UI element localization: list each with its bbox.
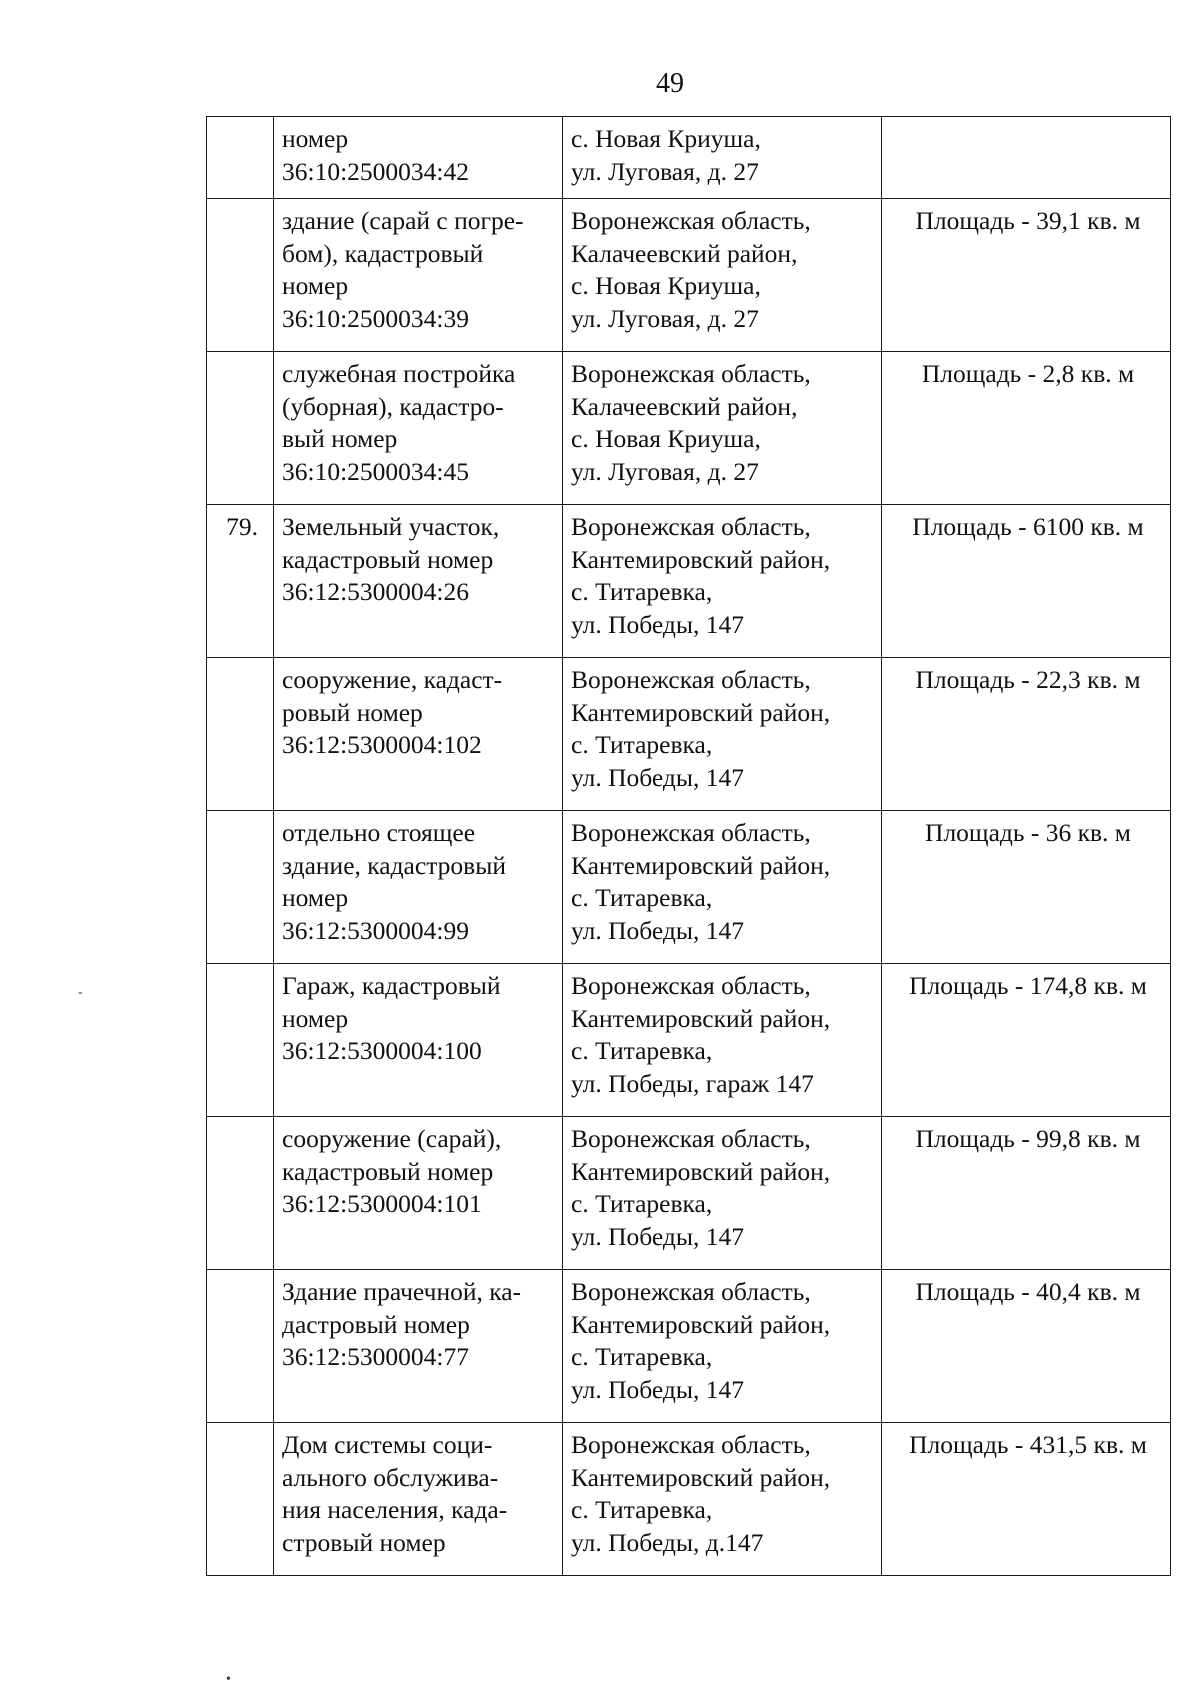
object-name-line: вый номер [282,424,398,453]
address-line: ул. Луговая, д. 27 [571,303,759,333]
table-row [207,1270,1171,1423]
page-number: 49 [656,68,684,99]
address-line: ул. Луговая, д. 27 [571,456,759,486]
object-name-line: 36:12:5300004:101 [282,1189,482,1218]
address-cell [563,1270,882,1423]
object-name-line: 36:12:5300004:26 [282,577,470,606]
property-table-body [207,117,1171,1576]
object-name-line: бом), кадастровый [282,238,484,268]
address-line: Кантемировский район, [571,1156,831,1186]
address-line: Воронежская область, [571,971,811,1000]
address-line: с. Титаревка, [571,883,713,912]
object-name-cell [274,811,563,964]
address-line: с. Новая Криуша, [571,124,761,153]
address-cell [563,811,882,964]
object-name-line: Здание прачечной, ка- [282,1277,522,1306]
object-name-line: отдельно стоящее [282,818,476,847]
address-cell [563,199,882,352]
object-name-line: 36:12:5300004:77 [282,1342,470,1371]
object-name-line: Гараж, кадастровый [282,971,501,1000]
address-line: с. Титаревка, [571,577,713,606]
row-number-cell [207,964,274,1117]
address-line: ул. Луговая, д. 27 [571,156,759,186]
object-name-line: 36:12:5300004:102 [282,730,482,759]
address-line: Воронежская область, [571,512,811,541]
address-line: Воронежская область, [571,818,811,847]
address-line: с. Новая Криуша, [571,424,761,453]
area-cell: Площадь - 36 кв. м [882,811,1171,964]
address-line: с. Титаревка, [571,1342,713,1371]
area-cell: Площадь - 99,8 кв. м [882,1117,1171,1270]
object-name-cell [274,505,563,658]
area-cell: Площадь - 22,3 кв. м [882,658,1171,811]
table-row [207,1117,1171,1270]
address-line: Воронежская область, [571,1430,811,1459]
object-name-line: 36:12:5300004:100 [282,1036,482,1065]
row-number-cell [207,1270,274,1423]
object-name-line: Дом системы соци- [282,1430,493,1459]
address-line: Кантемировский район, [571,1003,831,1033]
address-cell [563,1117,882,1270]
object-name-line: ния населения, када- [282,1495,508,1524]
address-line: ул. Победы, 147 [571,762,744,792]
table-row [207,811,1171,964]
area-cell [882,117,1171,199]
object-name-line: сооружение, кадаст- [282,665,503,694]
scan-artifact: - [78,985,83,1000]
object-name-line: номер [282,1003,349,1033]
table-row [207,352,1171,505]
object-name-cell [274,1423,563,1576]
object-name-line: кадастровый номер [282,1156,494,1186]
address-line: Кантемировский район, [571,1462,831,1492]
address-line: Кантемировский район, [571,697,831,727]
address-line: ул. Победы, д.147 [571,1527,764,1557]
object-name-line: дастровый номер [282,1309,470,1339]
address-line: с. Титаревка, [571,1036,713,1065]
object-name-line: ального обслужива- [282,1462,499,1492]
object-name-cell [274,1117,563,1270]
area-cell: Площадь - 39,1 кв. м [882,199,1171,352]
address-cell [563,964,882,1117]
object-name-line: 36:12:5300004:99 [282,915,470,945]
area-cell: Площадь - 431,5 кв. м [882,1423,1171,1576]
address-line: Воронежская область, [571,665,811,694]
address-line: Воронежская область, [571,359,811,388]
row-number-cell [207,1117,274,1270]
address-line: с. Титаревка, [571,730,713,759]
object-name-line: сооружение (сарай), [282,1124,502,1153]
address-line: ул. Победы, 147 [571,915,744,945]
address-line: ул. Победы, 147 [571,1374,744,1404]
object-name-line: 36:10:2500034:45 [282,456,470,486]
table-row [207,199,1171,352]
object-name-cell [274,117,563,199]
address-line: Воронежская область, [571,1277,811,1306]
address-line: Кантемировский район, [571,544,831,574]
object-name-line: Земельный участок, [282,512,500,541]
object-name-cell [274,199,563,352]
row-number-cell [207,199,274,352]
table-row [207,1423,1171,1576]
object-name-line: номер [282,124,349,153]
address-line: Воронежская область, [571,206,811,235]
scan-artifact: • [226,1672,231,1687]
object-name-line: служебная постройка [282,359,516,388]
address-line: с. Титаревка, [571,1189,713,1218]
address-cell [563,658,882,811]
table-row [207,658,1171,811]
address-cell [563,505,882,658]
row-number-cell [207,352,274,505]
table-row [207,964,1171,1117]
object-name-line: кадастровый номер [282,544,494,574]
address-line: с. Титаревка, [571,1495,713,1524]
address-cell [563,1423,882,1576]
area-cell: Площадь - 40,4 кв. м [882,1270,1171,1423]
area-cell: Площадь - 2,8 кв. м [882,352,1171,505]
address-line: Калачеевский район, [571,238,798,268]
object-name-line: ровый номер [282,697,423,727]
object-name-line: здание, кадастровый [282,850,506,880]
object-name-line: стровый номер [282,1527,446,1557]
object-name-line: (уборная), кадастро- [282,391,504,421]
property-table [206,116,1171,1576]
row-number-cell [207,117,274,199]
address-line: ул. Победы, гараж 147 [571,1068,814,1098]
object-name-line: номер [282,883,349,912]
object-name-cell [274,964,563,1117]
area-cell: Площадь - 6100 кв. м [882,505,1171,658]
object-name-line: 36:10:2500034:42 [282,156,470,186]
address-cell [563,352,882,505]
address-line: Калачеевский район, [571,391,798,421]
object-name-line: номер [282,271,349,300]
object-name-line: здание (сарай с погре- [282,206,524,235]
address-line: ул. Победы, 147 [571,609,744,639]
address-cell [563,117,882,199]
row-number-cell: 79. [207,505,274,658]
table-row [207,117,1171,199]
row-number-cell [207,658,274,811]
area-cell: Площадь - 174,8 кв. м [882,964,1171,1117]
address-line: ул. Победы, 147 [571,1221,744,1251]
object-name-line: 36:10:2500034:39 [282,303,470,333]
object-name-cell [274,658,563,811]
object-name-cell [274,1270,563,1423]
address-line: с. Новая Криуша, [571,271,761,300]
row-number-cell [207,811,274,964]
table-row [207,505,1171,658]
address-line: Воронежская область, [571,1124,811,1153]
object-name-cell [274,352,563,505]
address-line: Кантемировский район, [571,1309,831,1339]
address-line: Кантемировский район, [571,850,831,880]
row-number-cell [207,1423,274,1576]
